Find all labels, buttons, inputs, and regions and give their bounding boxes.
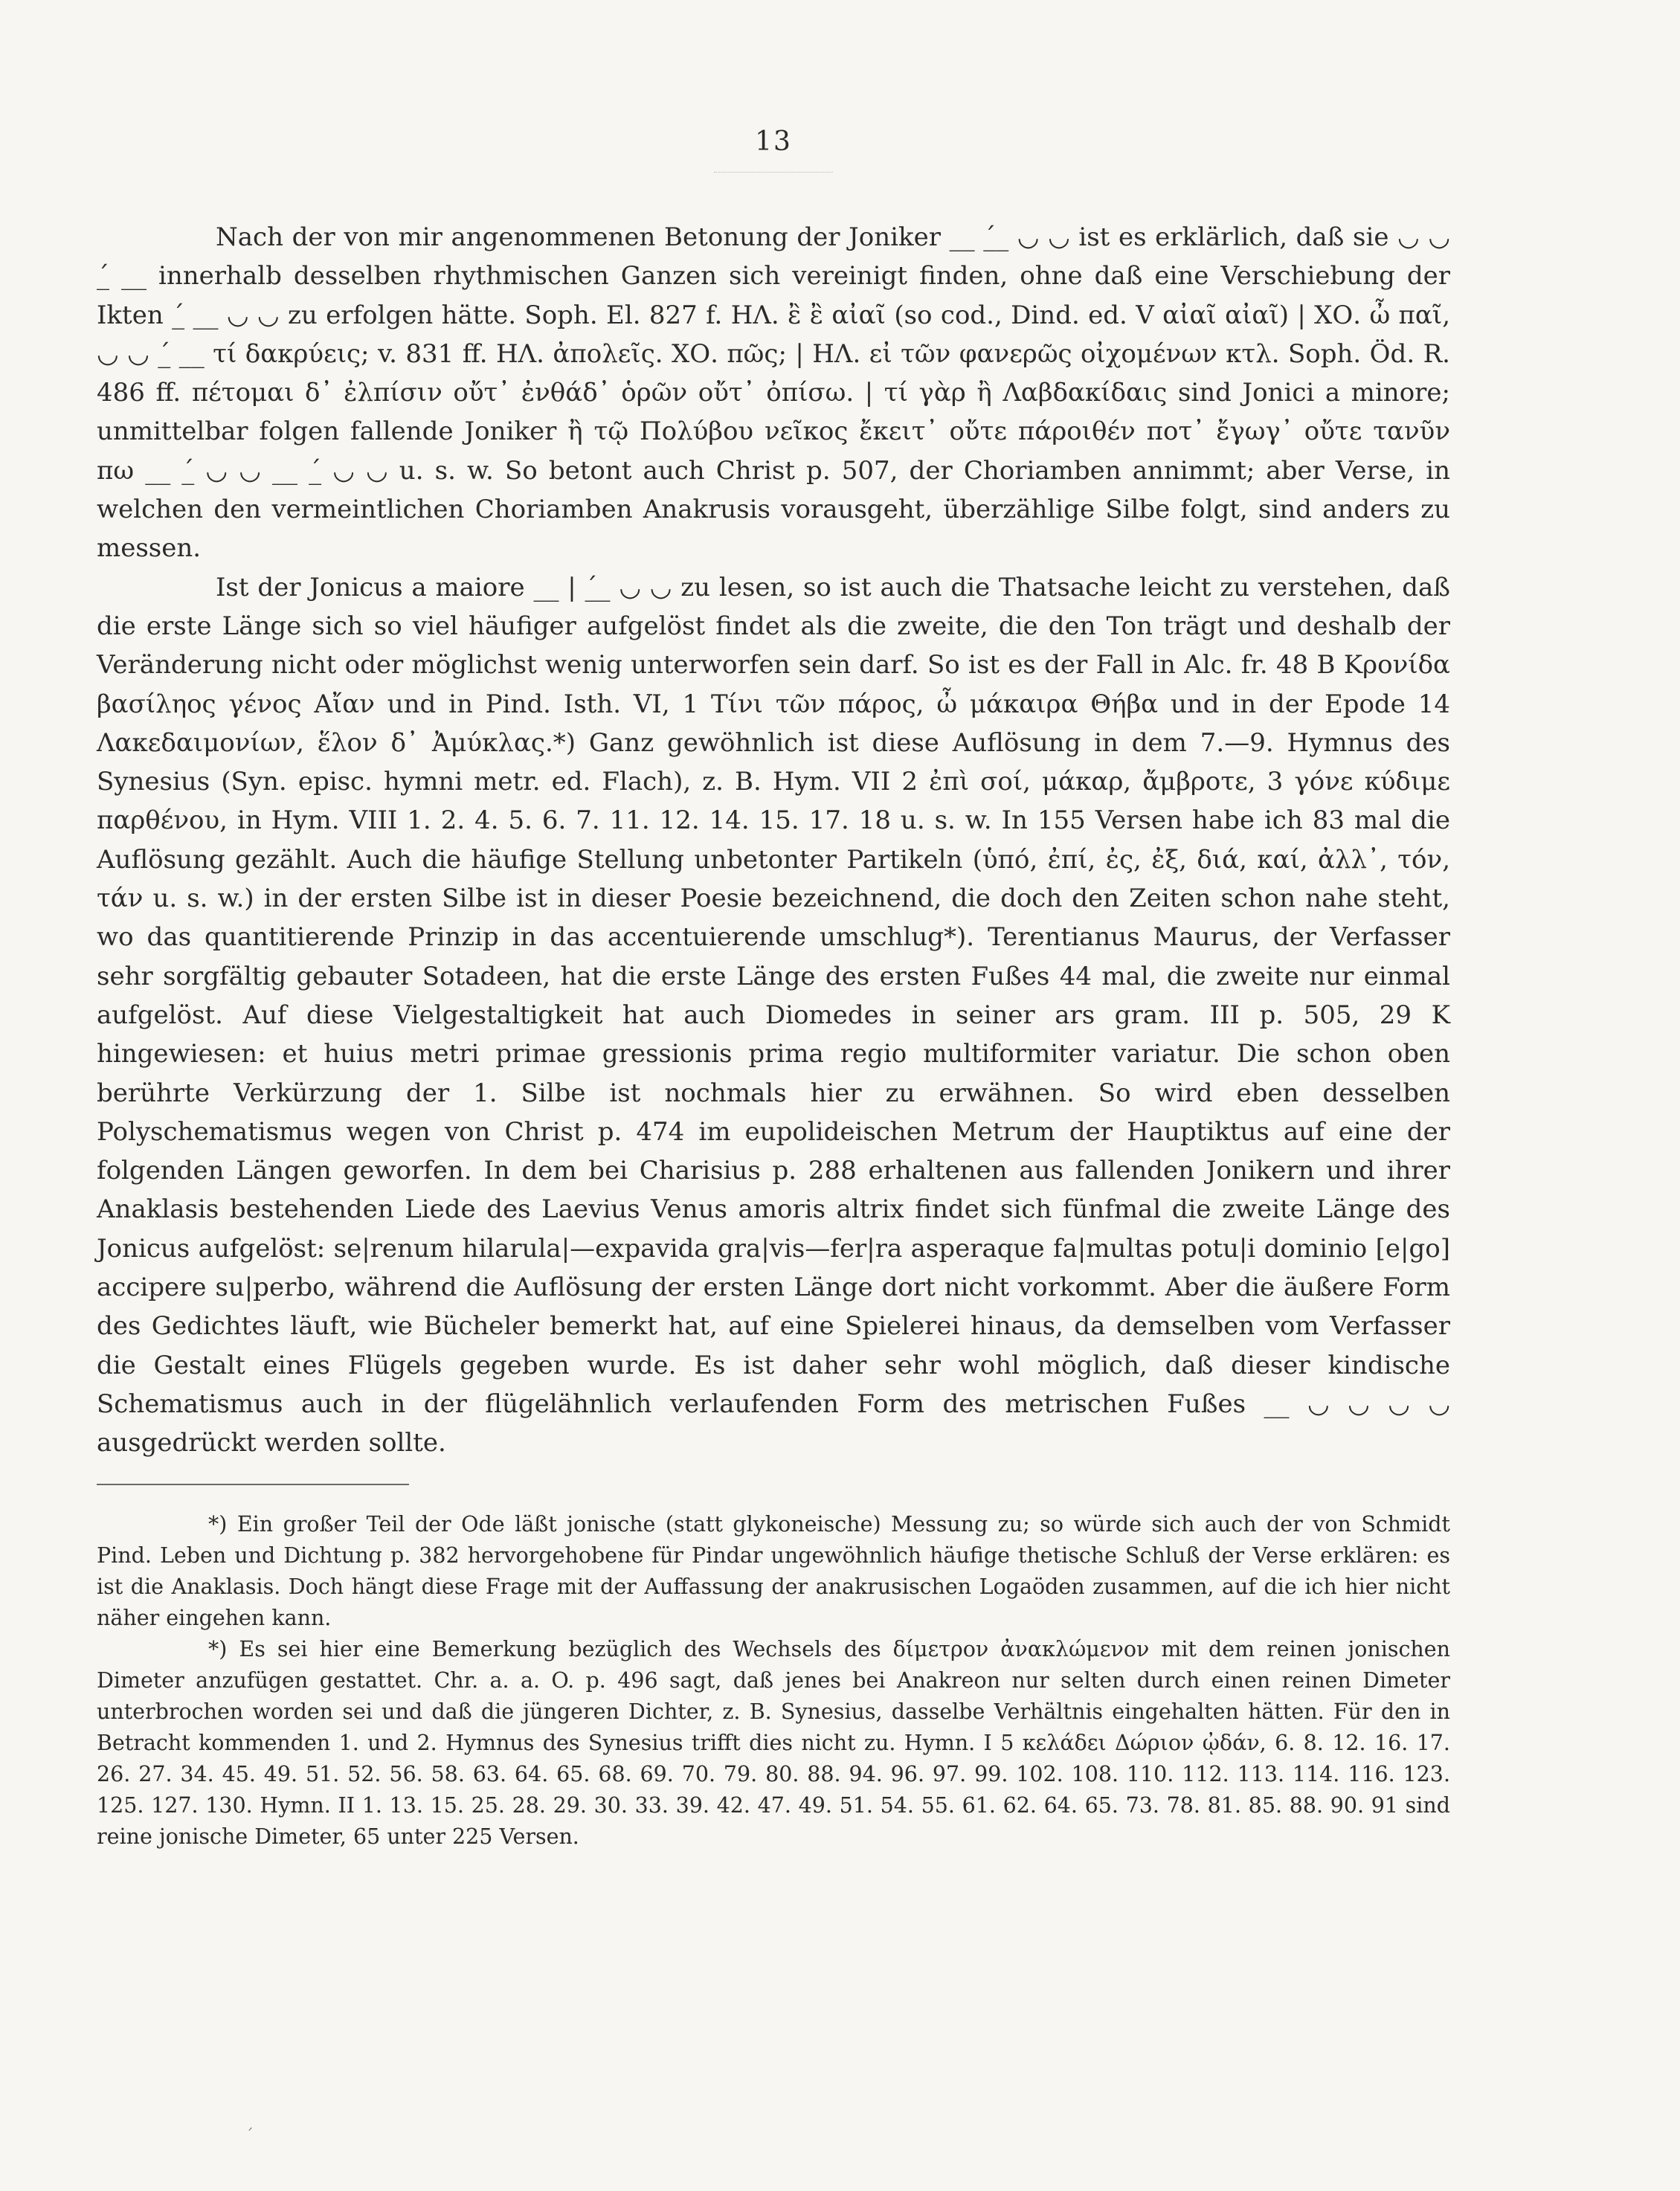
footnote-1: *) Ein großer Teil der Ode läßt jonische (statt glykoneische) Messung zu; so würde sich auch der von Schmidt Pind. Leben und Dichtung p. 382 hervorgehobene für Pindar ungewöhnlich häufige thetische Schluß der Verse erklären: es ist die Anaklasis. Doch hängt diese Frage mit der Auffassung der anakrusischen Logaöden zusammen, auf die ich hier nicht näher eingehen kann. bbox=[97, 1511, 1450, 1630]
paragraph-1: Nach der von mir angenommenen Betonung der Joniker __ _́_ ◡ ◡ ist es erklärlich, daß sie ◡ ◡ _́ __ innerhalb desselben rhythmischen Ganzen sich vereinigt finden, ohne daß eine Verschiebung der Ikten _́ __ ◡ ◡ zu erfolgen hätte. Soph. El. 827 f. ΗΛ. ἒ ἒ αἰαῖ (so cod., Dind. ed. V αἰαῖ αἰαῖ) | ΧΟ. ὦ παῖ, ◡ ◡ _́ __ τί δακρύεις; v. 831 ff. ΗΛ. ἀπολεῖς. ΧΟ. πῶς; | ΗΛ. εἰ τῶν φανερῶς οἰχομένων κτλ. Soph. Öd. R. 486 ff. πέτομαι δ᾽ ἐλπίσιν οὔτ᾽ ἐνθάδ᾽ ὁρῶν οὔτ᾽ ὀπίσω. | τί γὰρ ἢ Λαβδακίδαις sind Jonici a minore; unmittelbar folgen fallende Joniker ἢ τῷ Πολύβου νεῖκος ἔκειτ᾽ οὔτε πάροιθέν ποτ᾽ ἔγωγ᾽ οὔτε τανῦν πω __ _́ ◡ ◡ __ _́ ◡ ◡ u. s. w. So betont auch Christ p. 507, der Choriamben annimmt; aber Verse, in welchen den vermeintlichen Choriamben Anakrusis vorausgeht, überzählige Silbe folgt, sind anders zu messen. bbox=[97, 222, 1450, 564]
main-text bbox=[97, 218, 1450, 1463]
footnote-2: *) Es sei hier eine Bemerkung bezüglich des Wechsels des δίμετρον ἀνακλώμενον mit dem reinen jonischen Dimeter anzufügen gestattet. Chr. a. a. O. p. 496 sagt, daß jenes bei Anakreon nur selten durch einen reinen Dimeter unterbrochen worden sei und daß die jüngeren Dichter, z. B. Synesius, dasselbe Verhältnis eingehalten hätten. Für den in Betracht kommenden 1. und 2. Hymnus des Synesius trifft dies nicht zu. Hymn. I 5 κελάδει Δώριον ᾠδάν, 6. 8. 12. 16. 17. 26. 27. 34. 45. 49. 51. 52. 56. 58. 63. 64. 65. 68. 69. 70. 79. 80. 88. 94. 96. 97. 99. 102. 108. 110. 112. 113. 114. 116. 123. 125. 127. 130. Hymn. II 1. 13. 15. 25. 28. 29. 30. 33. 39. 42. 47. 49. 51. 54. 55. 61. 62. 64. 65. 73. 78. 81. 85. 88. 90. 91 sind reine jonische Dimeter, 65 unter 225 Versen. bbox=[97, 1636, 1450, 1849]
footnotes bbox=[97, 1509, 1450, 1853]
page-number: 13 bbox=[755, 126, 792, 157]
document-page bbox=[97, 126, 1450, 2134]
paragraph-2: Ist der Jonicus a maiore __ | _́_ ◡ ◡ zu lesen, so ist auch die Thatsache leicht zu verstehen, daß die erste Länge sich so viel häufiger aufgelöst findet als die zweite, die den Ton trägt und deshalb der Veränderung nicht oder möglichst wenig unterworfen sein darf. So ist es der Fall in Alc. fr. 48 B Κρονίδα βασίληος γένος Αἴαν und in Pind. Isth. VI, 1 Τίνι τῶν πάρος, ὦ μάκαιρα Θήβα und in der Epode 14 Λακεδαιμονίων, ἕλον δ᾽ Ἀμύκλας.*) Ganz gewöhnlich ist diese Auflösung in dem 7.—9. Hymnus des Synesius (Syn. episc. hymni metr. ed. Flach), z. B. Hym. VII 2 ἐπὶ σοί, μάκαρ, ἄμβροτε, 3 γόνε κύδιμε παρθένου, in Hym. VIII 1. 2. 4. 5. 6. 7. 11. 12. 14. 15. 17. 18 u. s. w. In 155 Versen habe ich 83 mal die Auflösung gezählt. Auch die häufige Stellung unbetonter Partikeln (ὑπό, ἐπί, ἐς, ἐξ, διά, καί, ἀλλ᾽, τόν, τάν u. s. w.) in der ersten Silbe ist in dieser Poesie bezeichnend, die doch den Zeiten schon nahe steht, wo das quantitierende Prinzip in das accentuierende umschlug*). Terentianus Maurus, der Verfasser sehr sorgfältig gebauter Sotadeen, hat die erste Länge des ersten Fußes 44 mal, die zweite nur einmal aufgelöst. Auf diese Vielgestaltigkeit hat auch Diomedes in seiner ars gram. III p. 505, 29 K hingewiesen: et huius metri primae gressionis prima regio multiformiter variatur. Die schon oben berührte Verkürzung der 1. Silbe ist nochmals hier zu erwähnen. So wird eben desselben Polyschematismus wegen von Christ p. 474 im eupolideischen Metrum der Hauptiktus auf eine der folgenden Längen geworfen. In dem bei Charisius p. 288 erhaltenen aus fallenden Jonikern und ihrer Anaklasis bestehenden Liede des Laevius Venus amoris altrix findet sich fünfmal die zweite Länge des Jonicus aufgelöst: se|renum hilarula|—expavida gra|vis—fer|ra asperaque fa|multas potu|i dominio [e|go] accipere su|perbo, während die Auflösung der ersten Länge dort nicht vorkommt. Aber die äußere Form des Gedichtes läuft, wie Bücheler bemerkt hat, auf eine Spielerei hinaus, da demselben vom Verfasser die Gestalt eines Flügels gegeben wurde. Es ist daher sehr wohl möglich, daß dieser kindische Schematismus auch in der flügelähnlich verlaufenden Form des metrischen Fußes __ ◡ ◡ ◡ ◡ ausgedrückt werden sollte. bbox=[97, 572, 1450, 1458]
header-rule bbox=[714, 172, 833, 173]
stray-mark: ´ bbox=[245, 2127, 254, 2146]
footnote-divider bbox=[97, 1484, 409, 1485]
